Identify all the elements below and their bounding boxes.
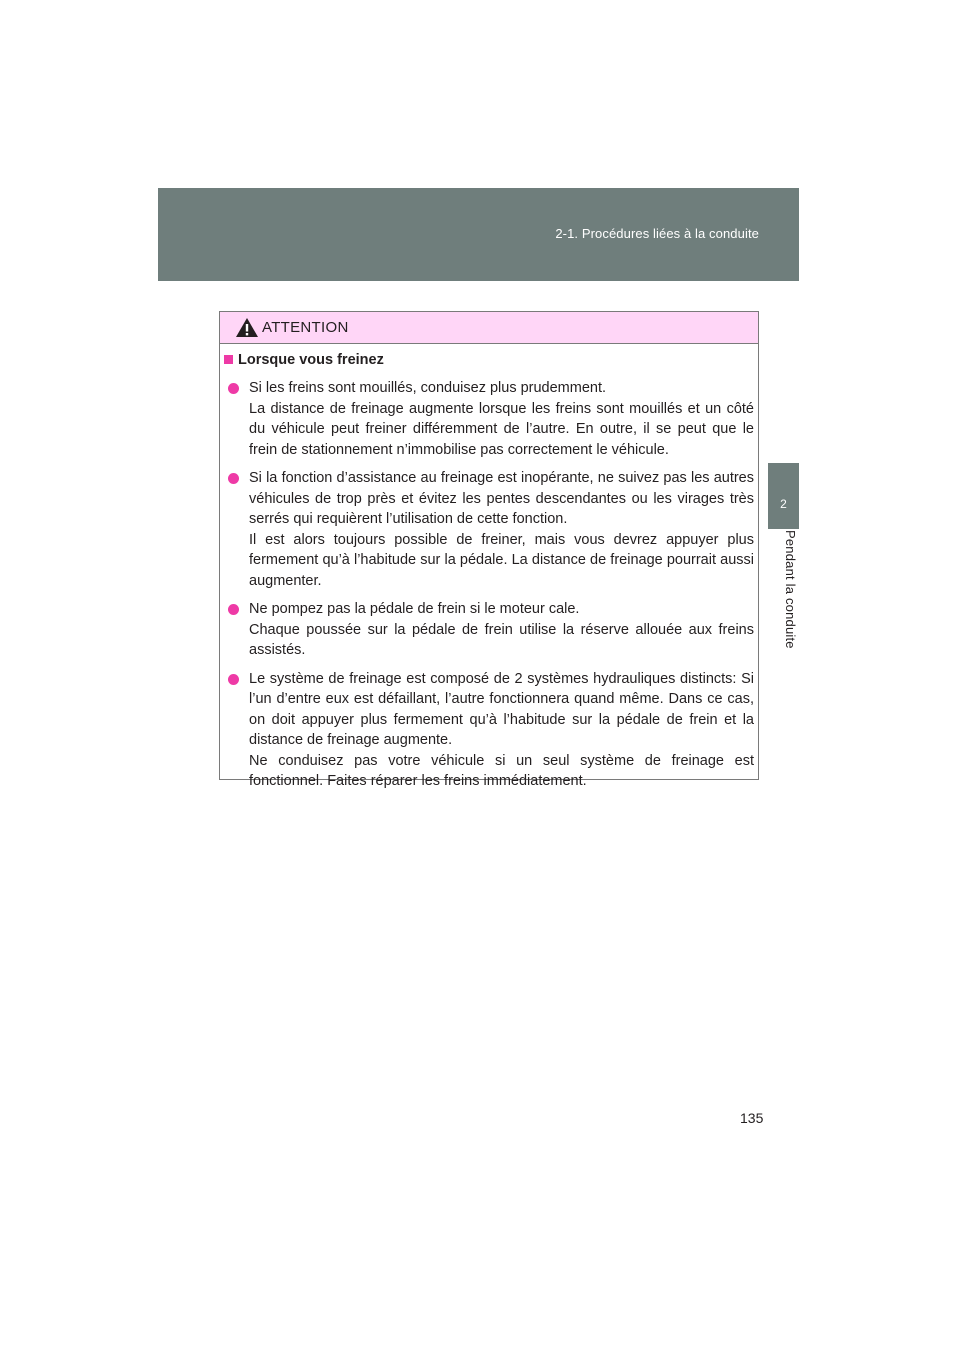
warning-header bbox=[220, 312, 758, 344]
item-text: Ne conduisez pas votre véhicule si un seul système de freinage est fonctionnel. Faites réparer les freins immédiatement. bbox=[249, 752, 754, 789]
circle-bullet-icon bbox=[228, 604, 239, 615]
chapter-number: 2 bbox=[780, 497, 787, 511]
item-text: Chaque poussée sur la pédale de frein utilise la réserve allouée aux freins assistés. bbox=[249, 621, 754, 658]
circle-bullet-icon bbox=[228, 383, 239, 394]
page-number: 135 bbox=[740, 1110, 764, 1126]
warning-triangle-icon bbox=[235, 317, 259, 338]
item-text: Ne pompez pas la pédale de frein si le moteur cale. bbox=[249, 601, 580, 617]
item-text: Si la fonction d’assistance au freinage est inopérante, ne suivez pas les autres véhicules de trop près et évitez les pentes descendantes ou les virages très serrés qui requièrent l’utilisation de cette fonction. bbox=[249, 470, 754, 527]
list-item bbox=[224, 669, 754, 792]
item-text: Si les freins sont mouillés, conduisez plus prudemment. bbox=[249, 380, 607, 396]
item-text: Il est alors toujours possible de freiner, mais vous devrez appuyer plus fermement qu’à l’habitude sur la pédale. La distance de freinage pourrait aussi augmenter. bbox=[249, 531, 754, 589]
section-header-band bbox=[158, 188, 799, 281]
warning-title: ATTENTION bbox=[262, 319, 349, 336]
item-text: Le système de freinage est composé de 2 systèmes hydrauliques distincts: Si l’un d’entre eux est défaillant, l’autre fonctionnera quand même. Dans ce cas, on doit appuyer plus fermement qu’à l’habitude sur la pédale de frein et la distance de freinage augmente. bbox=[249, 670, 754, 748]
list-item bbox=[224, 468, 754, 591]
section-heading-text: Lorsque vous freinez bbox=[238, 352, 384, 368]
chapter-label: Pendant la conduite bbox=[783, 530, 798, 649]
section-heading bbox=[224, 352, 384, 368]
warning-items bbox=[224, 378, 754, 800]
item-text: La distance de freinage augmente lorsque les freins sont mouillés et un côté du véhicule peut freiner différemment de l’autre. En outre, il se peut que le frein de stationnement n’immobilise pas correctement le véhicule. bbox=[249, 400, 754, 458]
circle-bullet-icon bbox=[228, 674, 239, 685]
square-bullet-icon bbox=[224, 355, 233, 364]
warning-box bbox=[219, 311, 759, 789]
list-item bbox=[224, 599, 754, 661]
circle-bullet-icon bbox=[228, 473, 239, 484]
section-title: 2-1. Procédures liées à la conduite bbox=[555, 226, 759, 241]
chapter-tab bbox=[768, 463, 799, 529]
list-item bbox=[224, 378, 754, 460]
